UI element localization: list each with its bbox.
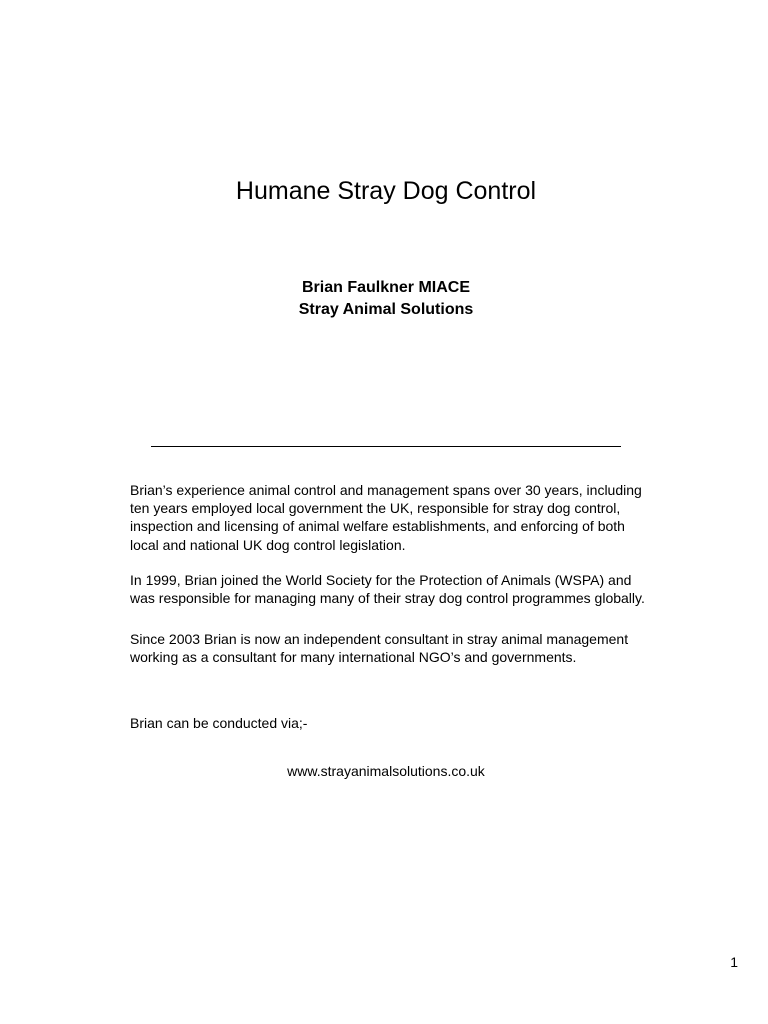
bio-paragraph-consultant: Since 2003 Brian is now an independent consultant in stray animal management working as a consultant for many international NGO’s and governments. [130, 631, 629, 666]
website-link[interactable]: www.strayanimalsolutions.co.uk [287, 763, 485, 779]
bio-paragraph-wspa: In 1999, Brian joined the World Society for the Protection of Animals (WSPA) and was responsible for managing many of their stray dog control programmes globally. [130, 572, 645, 607]
author-name: Brian Faulkner MIACE [301, 279, 471, 296]
contact-intro: Brian can be conducted via;- [130, 715, 308, 731]
document-title: Humane Stray Dog Control [235, 177, 537, 205]
author-block [0, 277, 768, 321]
author-organization: Stray Animal Solutions [298, 301, 474, 318]
horizontal-divider [151, 446, 621, 447]
page-number: 1 [730, 954, 738, 970]
bio-paragraph-experience: Brian’s experience animal control and management spans over 30 years, including ten years employed local government the UK, responsible for stray dog control, inspection and licensing of animal welfare establishments, and enforcing of both local and national UK dog control legislation. [130, 482, 642, 553]
